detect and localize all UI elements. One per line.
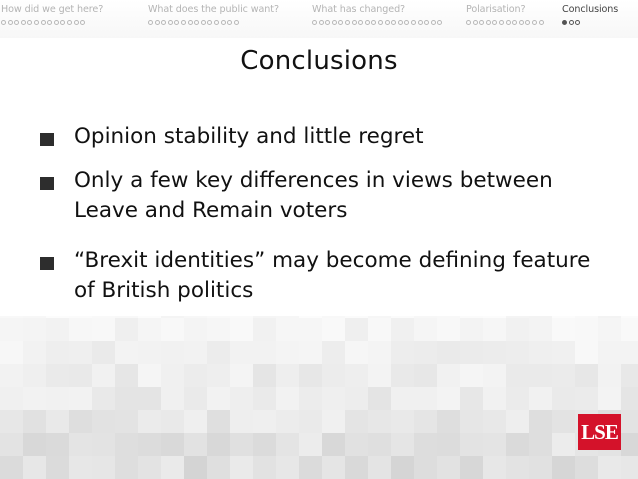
slide-dot[interactable] bbox=[398, 20, 403, 25]
bullet-item bbox=[40, 166, 600, 226]
nav-slide-dots[interactable] bbox=[148, 20, 279, 25]
nav-section-label: How did we get here? bbox=[1, 4, 104, 15]
slide-dot[interactable] bbox=[34, 20, 39, 25]
slide-dot[interactable] bbox=[345, 20, 350, 25]
nav-section-label: Polarisation? bbox=[466, 4, 526, 15]
slide-dot[interactable] bbox=[385, 20, 390, 25]
section-navigation bbox=[0, 0, 638, 38]
nav-section-conclusions[interactable] bbox=[562, 4, 618, 25]
nav-section-label: What has changed? bbox=[312, 4, 406, 15]
slide-dot[interactable] bbox=[41, 20, 46, 25]
slide-dot[interactable] bbox=[155, 20, 160, 25]
nav-slide-dots[interactable] bbox=[312, 20, 444, 25]
slide-dot[interactable] bbox=[207, 20, 212, 25]
slide-dot[interactable] bbox=[80, 20, 85, 25]
slide-dot[interactable] bbox=[466, 20, 471, 25]
slide-dot[interactable] bbox=[221, 20, 226, 25]
slide-dot[interactable] bbox=[227, 20, 232, 25]
slide-dot[interactable] bbox=[437, 20, 442, 25]
nav-section-what-does-the-public-want[interactable] bbox=[148, 4, 279, 25]
square-bullet-icon bbox=[40, 177, 54, 190]
slide-dot[interactable] bbox=[181, 20, 186, 25]
slide-dot[interactable] bbox=[338, 20, 343, 25]
slide-dot[interactable] bbox=[194, 20, 199, 25]
slide-dot[interactable] bbox=[575, 20, 580, 25]
nav-slide-dots[interactable] bbox=[1, 20, 103, 25]
lse-logo: LSE bbox=[578, 414, 621, 450]
slide-dot[interactable] bbox=[174, 20, 179, 25]
slide-dot[interactable] bbox=[54, 20, 59, 25]
slide-dot[interactable] bbox=[473, 20, 478, 25]
slide-dot[interactable] bbox=[512, 20, 517, 25]
nav-section-label: What does the public want? bbox=[148, 4, 279, 15]
slide-dot[interactable] bbox=[319, 20, 324, 25]
nav-section-how-did-we-get-here[interactable] bbox=[1, 4, 103, 25]
slide-dot[interactable] bbox=[365, 20, 370, 25]
slide-dot[interactable] bbox=[234, 20, 239, 25]
slide-dot[interactable] bbox=[539, 20, 544, 25]
slide-title: Conclusions bbox=[240, 46, 398, 76]
slide-dot[interactable] bbox=[74, 20, 79, 25]
slide-dot[interactable] bbox=[486, 20, 491, 25]
bullet-text: Only a few key differences in views between Leave and Remain voters bbox=[74, 168, 553, 223]
slide-dot[interactable] bbox=[325, 20, 330, 25]
mosaic-background bbox=[0, 316, 638, 479]
bullet-item bbox=[40, 122, 600, 152]
slide-dot[interactable] bbox=[418, 20, 423, 25]
slide-dot[interactable] bbox=[525, 20, 530, 25]
slide-dot[interactable] bbox=[371, 20, 376, 25]
slide-dot[interactable] bbox=[532, 20, 537, 25]
slide-dot[interactable] bbox=[47, 20, 52, 25]
bullet-text: Opinion stability and little regret bbox=[74, 124, 424, 149]
square-bullet-icon bbox=[40, 133, 54, 146]
slide-dot[interactable] bbox=[67, 20, 72, 25]
bullet-text: “Brexit identities” may become defining feature of British politics bbox=[74, 248, 591, 303]
nav-section-label: Conclusions bbox=[562, 4, 619, 15]
slide-dot[interactable] bbox=[168, 20, 173, 25]
slide-dot[interactable] bbox=[424, 20, 429, 25]
slide-dot[interactable] bbox=[358, 20, 363, 25]
slide-dot[interactable] bbox=[8, 20, 13, 25]
slide-dot[interactable] bbox=[378, 20, 383, 25]
slide-dot[interactable] bbox=[332, 20, 337, 25]
slide-dot[interactable] bbox=[404, 20, 409, 25]
slide-dot[interactable] bbox=[391, 20, 396, 25]
slide-dot[interactable] bbox=[492, 20, 497, 25]
slide-dot[interactable] bbox=[411, 20, 416, 25]
slide-dot[interactable] bbox=[499, 20, 504, 25]
slide-dot[interactable] bbox=[214, 20, 219, 25]
slide-dot[interactable] bbox=[60, 20, 65, 25]
slide-dot[interactable] bbox=[14, 20, 19, 25]
slide-dot[interactable] bbox=[1, 20, 6, 25]
slide-dot[interactable] bbox=[479, 20, 484, 25]
slide-dot[interactable] bbox=[312, 20, 317, 25]
slide-dot[interactable] bbox=[431, 20, 436, 25]
nav-section-what-has-changed[interactable] bbox=[312, 4, 444, 25]
nav-slide-dots[interactable] bbox=[466, 20, 545, 25]
bullet-item bbox=[40, 246, 600, 306]
slide-dot[interactable] bbox=[27, 20, 32, 25]
slide-dot[interactable] bbox=[519, 20, 524, 25]
square-bullet-icon bbox=[40, 257, 54, 270]
slide-dot[interactable] bbox=[201, 20, 206, 25]
slide-dot[interactable] bbox=[161, 20, 166, 25]
bullet-list bbox=[40, 122, 600, 320]
slide-dot[interactable] bbox=[148, 20, 153, 25]
slide-dot[interactable] bbox=[21, 20, 26, 25]
slide-dot[interactable] bbox=[506, 20, 511, 25]
current-slide-dot[interactable] bbox=[562, 20, 567, 25]
nav-slide-dots[interactable] bbox=[562, 20, 618, 25]
slide-dot[interactable] bbox=[569, 20, 574, 25]
nav-section-polarisation[interactable] bbox=[466, 4, 545, 25]
slide-dot[interactable] bbox=[352, 20, 357, 25]
slide-dot[interactable] bbox=[188, 20, 193, 25]
